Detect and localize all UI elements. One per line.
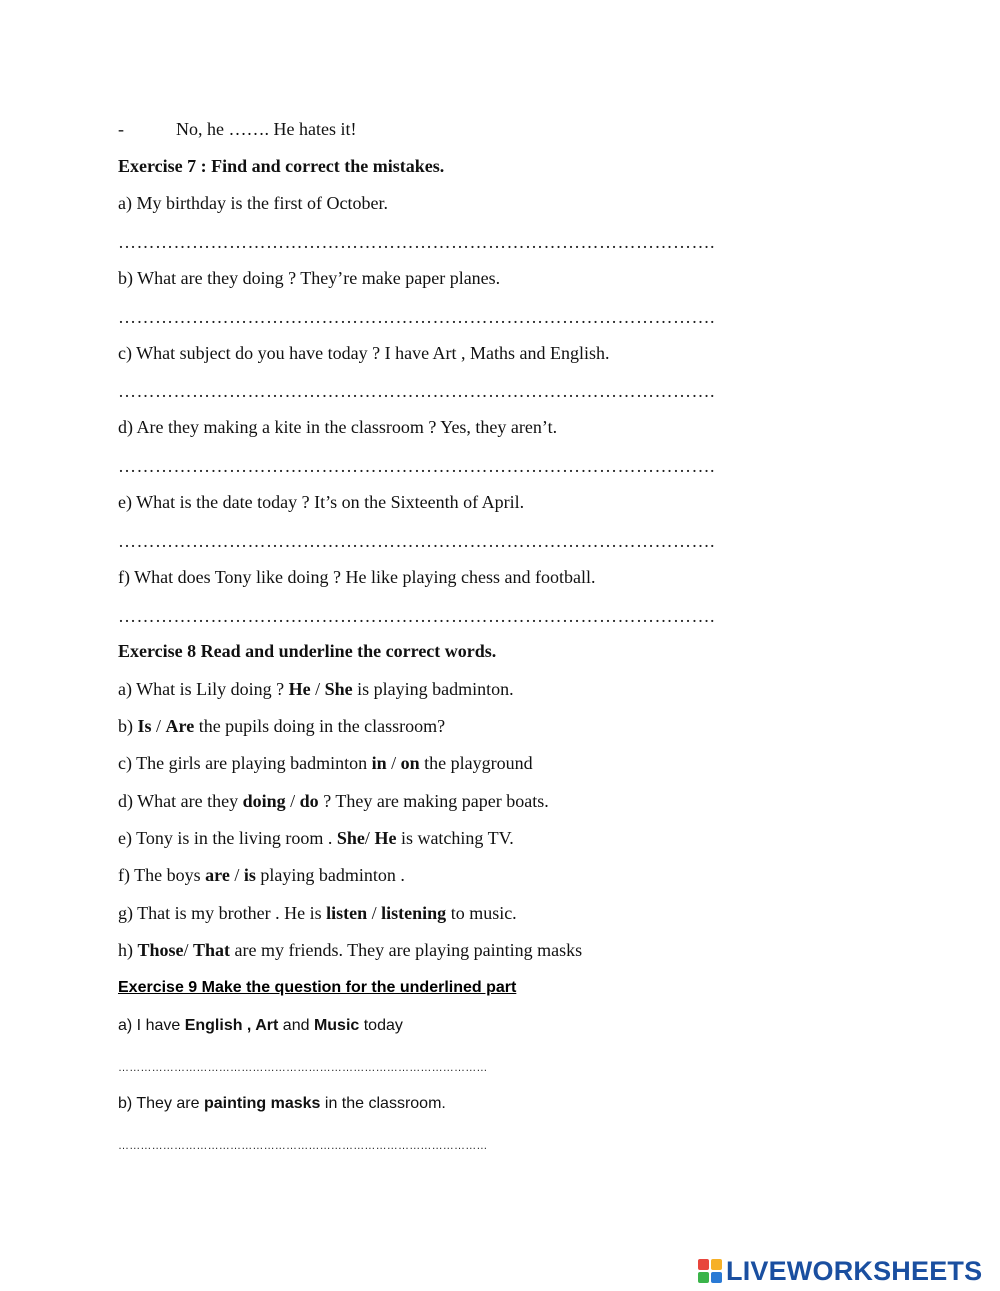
option-separator: / (364, 828, 375, 848)
option-1[interactable]: She (336, 828, 365, 848)
item-text: e) Tony is in the living room . (118, 828, 337, 848)
ex9-item-b (118, 1093, 446, 1115)
ex7-answer-line-b[interactable]: ……………………………………………………………………………………. (118, 307, 715, 327)
option-separator: / (229, 865, 244, 885)
ex7-item-e: e) What is the date today ? It’s on the Sixteenth of April. (118, 492, 525, 512)
item-text: the playground (419, 753, 533, 773)
option-2[interactable]: That (193, 940, 231, 960)
bold-part: English , Art (184, 1017, 279, 1034)
ex7-answer-line-a[interactable]: ……………………………………………………………………………………. (118, 232, 715, 252)
item-text: playing badminton . (255, 865, 405, 885)
option-2[interactable]: on (400, 753, 420, 773)
option-2[interactable]: Are (165, 716, 195, 736)
intro-text: No, he ……. He hates it! (176, 119, 357, 139)
item-text: is watching TV. (396, 828, 514, 848)
bold-part: painting masks (203, 1095, 321, 1112)
ex8-item-c (118, 752, 533, 774)
ex7-item-a: a) My birthday is the first of October. (118, 193, 388, 213)
item-text: h) (118, 940, 138, 960)
exercise-8-heading: Exercise 8 Read and underline the correct words. (118, 641, 497, 661)
exercise-7-heading: Exercise 7 : Find and correct the mistakes. (118, 156, 445, 176)
option-1[interactable]: listen (326, 903, 368, 923)
ex8-item-g (118, 902, 517, 924)
liveworksheets-logo[interactable] (698, 1256, 982, 1286)
item-text: is playing badminton. (352, 679, 514, 699)
exercise-9-heading: Exercise 9 Make the question for the underlined part (118, 979, 517, 996)
ex9-answer-line-b[interactable]: ……………………………………………………………………………………… (118, 1140, 488, 1152)
item-text: a) What is Lily doing ? (118, 679, 289, 699)
item-text: today (359, 1017, 403, 1034)
option-2[interactable]: He (374, 828, 397, 848)
option-separator: / (367, 903, 382, 923)
item-text: the pupils doing in the classroom? (194, 716, 446, 736)
ex8-item-b (118, 715, 445, 737)
ex7-item-f: f) What does Tony like doing ? He like playing chess and football. (118, 567, 596, 587)
option-separator: / (151, 716, 166, 736)
option-separator: / (183, 940, 194, 960)
ex7-item-c: c) What subject do you have today ? I have Art , Maths and English. (118, 343, 610, 363)
option-1[interactable]: Those (137, 940, 184, 960)
option-separator: / (386, 753, 401, 773)
option-2[interactable]: is (243, 865, 256, 885)
ex8-item-d (118, 790, 549, 812)
ex8-item-f (118, 864, 405, 886)
ex9-answer-line-a[interactable]: ……………………………………………………………………………………… (118, 1062, 488, 1074)
ex9-item-a (118, 1015, 403, 1037)
ex7-item-d: d) Are they making a kite in the classroom ? Yes, they aren’t. (118, 417, 558, 437)
option-2[interactable]: do (299, 791, 319, 811)
item-text: c) The girls are playing badminton (118, 753, 372, 773)
bold-part: Music (313, 1017, 360, 1034)
item-text: are my friends. They are playing painting masks (230, 940, 583, 960)
option-1[interactable]: in (371, 753, 387, 773)
option-separator: / (310, 679, 325, 699)
item-text: in the classroom. (320, 1095, 446, 1112)
ex8-item-e (118, 827, 514, 849)
option-1[interactable]: doing (242, 791, 286, 811)
item-text: ? They are making paper boats. (318, 791, 549, 811)
option-2[interactable]: listening (381, 903, 447, 923)
ex7-answer-line-e[interactable]: ……………………………………………………………………………………. (118, 531, 715, 551)
item-text: to music. (446, 903, 517, 923)
ex7-answer-line-d[interactable]: ……………………………………………………………………………………. (118, 456, 715, 476)
option-separator: / (285, 791, 300, 811)
option-1[interactable]: are (205, 865, 230, 885)
item-text: f) The boys (118, 865, 206, 885)
intro-line (118, 118, 356, 140)
ex8-item-h (118, 939, 582, 961)
bullet-dash: - (118, 119, 124, 139)
ex8-item-a (118, 678, 514, 700)
option-2[interactable]: She (324, 679, 353, 699)
option-1[interactable]: He (288, 679, 311, 699)
item-text: b) (118, 716, 138, 736)
item-text: and (278, 1017, 314, 1034)
ex7-item-b: b) What are they doing ? They’re make paper planes. (118, 268, 501, 288)
item-text: d) What are they (118, 791, 243, 811)
logo-text: LIVEWORKSHEETS (726, 1255, 983, 1286)
item-text: g) That is my brother . He is (118, 903, 327, 923)
ex7-answer-line-c[interactable]: ……………………………………………………………………………………. (118, 381, 715, 401)
ex7-answer-line-f[interactable]: ……………………………………………………………………………………. (118, 606, 715, 626)
option-1[interactable]: Is (137, 716, 152, 736)
liveworksheets-logo-icon (698, 1259, 722, 1283)
item-text: a) I have (118, 1017, 185, 1034)
item-text: b) They are (118, 1095, 204, 1112)
